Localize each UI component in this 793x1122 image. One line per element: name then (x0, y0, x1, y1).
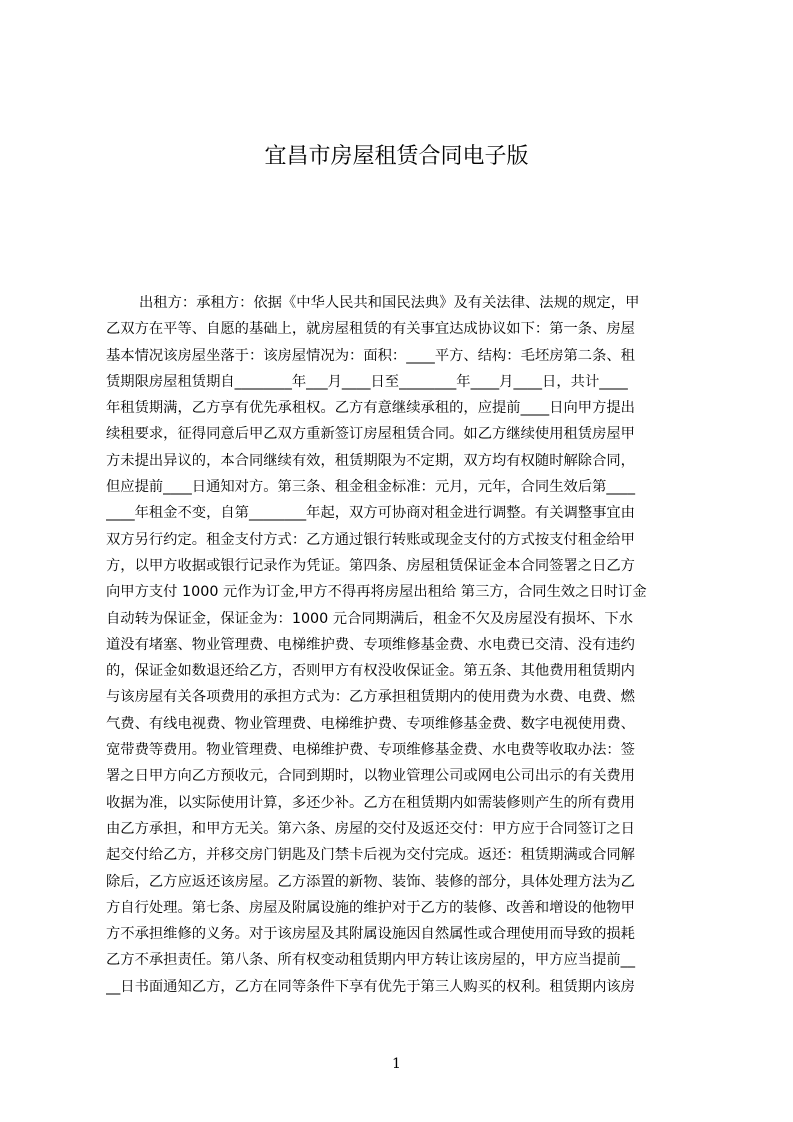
page-number: 1 (392, 1056, 401, 1072)
body-line: 署之日甲方向乙方预收元，合同到期时，以物业管理公司或网电公司出示的有关费用 (106, 768, 635, 785)
body-line: 宽带费等费用。物业管理费、电梯维护费、专项维修基金费、水电费等收取办法：签 (106, 742, 635, 759)
body-line: 收据为准，以实际使用计算，多还少补。乙方在租赁期内如需装修则产生的所有费用 (106, 794, 635, 811)
document-title: 宜昌市房屋租赁合同电子版 (264, 144, 529, 169)
body-line: 方自行处理。第七条、房屋及附属设施的维护对于乙方的装修、改善和增设的他物甲 (106, 899, 635, 916)
body-line: 续租要求，征得同意后甲乙双方重新签订房屋租赁合同。如乙方继续使用租赁房屋甲 (106, 426, 635, 443)
body-line: 除后，乙方应返还该房屋。乙方添置的新物、装饰、装修的部分，具体处理方法为乙 (106, 873, 635, 890)
body-line: 赁期限房屋租赁期自________年___月____日至________年____月____日，共计____ (106, 373, 628, 390)
body-line: 出租方：承租方：依据《中华人民共和国民法典》及有关法律、法规的规定，甲 (139, 295, 640, 311)
body-line: 方，以甲方收据或银行记录作为凭证。第四条、房屋租赁保证金本合同签署之日乙方 (106, 557, 635, 574)
body-line: __日书面通知乙方，乙方在同等条件下享有优先于第三人购买的权利。租赁期内该房 (106, 978, 635, 995)
body-line: 方未提出异议的，本合同继续有效，租赁期限为不定期，双方均有权随时解除合同， (106, 452, 635, 469)
contract-body (106, 290, 698, 1030)
body-line: 自动转为保证金，保证金为：1000 元合同期满后，租金不欠及房屋没有损坏、下水 (106, 610, 634, 627)
body-line: 的，保证金如数退还给乙方，否则甲方有权没收保证金。第五条、其他费用租赁期内 (106, 663, 635, 680)
body-line: 气费、有线电视费、物业管理费、电梯维护费、专项维修基金费、数字电视使用费、 (106, 715, 635, 732)
body-line: 方不承担维修的义务。对于该房屋及其附属设施因自然属性或合理使用而导致的损耗 (106, 926, 635, 943)
body-line: 但应提前____日通知对方。第三条、租金租金标准：元月，元年，合同生效后第____ (106, 479, 635, 496)
body-line: 由乙方承担，和甲方无关。第六条、房屋的交付及返还交付：甲方应于合同签订之日 (106, 820, 635, 837)
body-line: 基本情况该房屋坐落于：该房屋情况为：面积：____平方、结构：毛坯房第二条、租 (106, 347, 635, 364)
body-line: 起交付给乙方，并移交房门钥匙及门禁卡后视为交付完成。返还：租赁期满或合同解 (106, 847, 635, 864)
body-line: 双方另行约定。租金支付方式：乙方通过银行转账或现金支付的方式按支付租金给甲 (106, 531, 635, 548)
body-line: 乙方不承担责任。第八条、所有权变动租赁期内甲方转让该房屋的，甲方应当提前__ (106, 952, 635, 969)
body-line: 年租赁期满，乙方享有优先承租权。乙方有意继续承租的，应提前____日向甲方提出 (106, 400, 635, 417)
body-line: 道没有堵塞、物业管理费、电梯维护费、专项维修基金费、水电费已交清、没有违约 (106, 636, 635, 653)
body-line: 与该房屋有关各项费用的承担方式为：乙方承担租赁期内的使用费为水费、电费、燃 (106, 689, 635, 706)
body-line: 向甲方支付 1000 元作为订金,甲方不得再将房屋出租给 第三方，合同生效之日时订金 (106, 584, 647, 601)
body-line: ____年租金不变，自第________年起，双方可协商对租金进行调整。有关调整事宜由 (106, 505, 635, 522)
body-line: 乙双方在平等、自愿的基础上，就房屋租赁的有关事宜达成协议如下：第一条、房屋 (106, 321, 635, 338)
